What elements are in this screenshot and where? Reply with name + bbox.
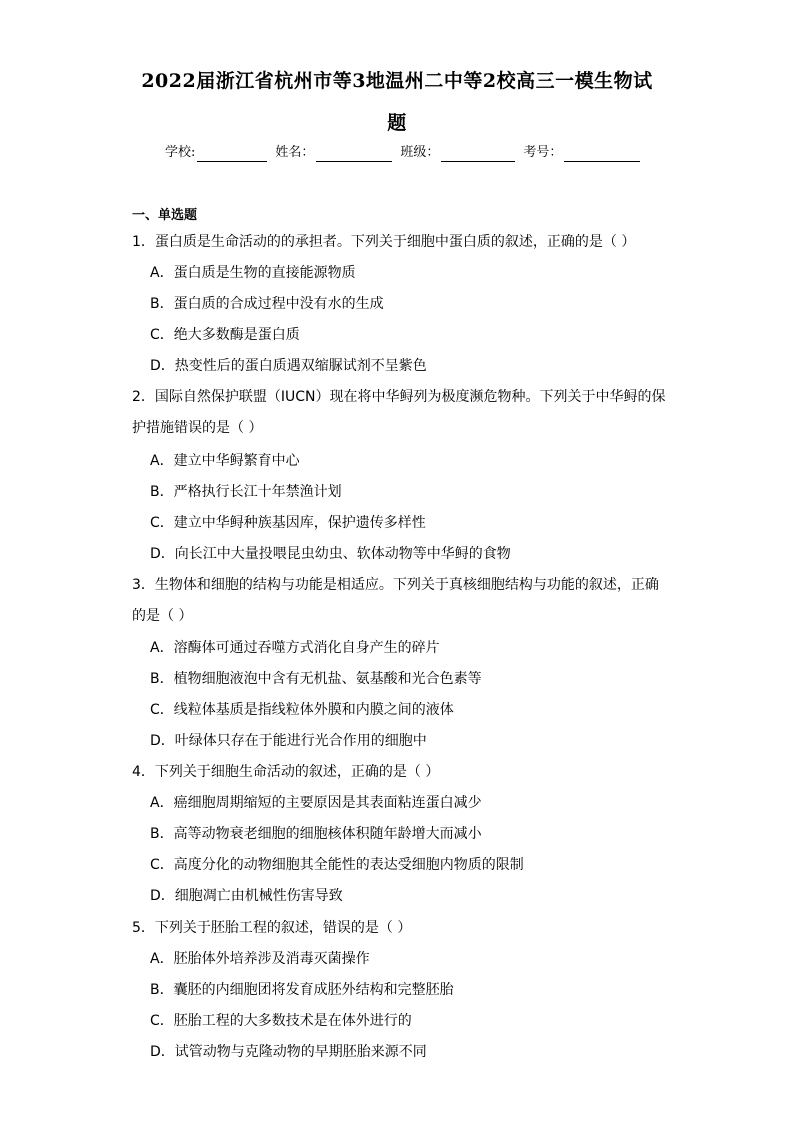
name-label: 姓名： [275, 145, 315, 160]
school-field [165, 144, 267, 162]
exam-number-label: 考号： [523, 145, 563, 160]
question-4-option-a: A．癌细胞周期缩短的主要原因是其表面粘连蛋白减少 [150, 795, 482, 811]
school-blank[interactable] [197, 147, 267, 162]
question-1-option-b: B．蛋白质的合成过程中没有水的生成 [150, 296, 384, 312]
question-3-option-d: D．叶绿体只存在于能进行光合作用的细胞中 [150, 733, 427, 749]
question-4-stem: 4．下列关于细胞生命活动的叙述，正确的是（ ） [132, 764, 440, 780]
question-5-stem: 5．下列关于胚胎工程的叙述，错误的是（ ） [132, 920, 412, 936]
name-blank[interactable] [316, 147, 392, 162]
question-1-option-d: D．热变性后的蛋白质遇双缩脲试剂不呈紫色 [150, 358, 427, 374]
question-2-option-d: D．向长江中大量投喂昆虫幼虫、软体动物等中华鲟的食物 [150, 546, 511, 562]
exam-title-line-1: 2022届浙江省杭州市等3地温州二中等2校高三一模生物试 [141, 70, 653, 92]
question-5-option-a: A．胚胎体外培养涉及消毒灭菌操作 [150, 951, 370, 967]
question-1-option-c: C．绝大多数酶是蛋白质 [150, 327, 300, 343]
question-1-option-a: A．蛋白质是生物的直接能源物质 [150, 265, 356, 281]
exam-number-field [523, 144, 640, 162]
question-4-option-c: C．高度分化的动物细胞其全能性的表达受细胞内物质的限制 [150, 857, 524, 873]
class-field [400, 144, 515, 162]
question-2-option-c: C．建立中华鲟种族基因库，保护遗传多样性 [150, 515, 426, 531]
exam-number-blank[interactable] [564, 147, 640, 162]
question-5-option-d: D．试管动物与克隆动物的早期胚胎来源不同 [150, 1044, 427, 1060]
question-3-option-c: C．线粒体基质是指线粒体外膜和内膜之间的液体 [150, 702, 454, 718]
exam-title-line-2: 题 [387, 112, 407, 134]
student-info-row [165, 144, 648, 162]
section-heading: 一、单选题 [132, 208, 198, 223]
name-field [275, 144, 392, 162]
question-1-stem: 1．蛋白质是生命活动的的承担者。下列关于细胞中蛋白质的叙述，正确的是（ ） [132, 234, 636, 250]
question-3-stem: 3．生物体和细胞的结构与功能是相适应。下列关于真核细胞结构与功能的叙述，正确 [132, 577, 659, 593]
question-3-option-b: B．植物细胞液泡中含有无机盐、氨基酸和光合色素等 [150, 671, 482, 687]
question-2-option-a: A．建立中华鲟繁育中心 [150, 453, 300, 469]
question-3-stem-continued: 的是（ ） [132, 608, 193, 624]
question-3-option-a: A．溶酶体可通过吞噬方式消化自身产生的碎片 [150, 640, 440, 656]
class-label: 班级： [400, 145, 440, 160]
school-label: 学校: [165, 145, 196, 160]
question-4-option-b: B．高等动物衰老细胞的细胞核体积随年龄增大而减小 [150, 826, 482, 842]
question-4-option-d: D．细胞凋亡由机械性伤害导致 [150, 888, 343, 904]
question-2-stem-continued: 护措施错误的是（ ） [132, 420, 263, 436]
question-5-option-b: B．囊胚的内细胞团将发育成胚外结构和完整胚胎 [150, 982, 454, 998]
class-blank[interactable] [441, 147, 515, 162]
question-5-option-c: C．胚胎工程的大多数技术是在体外进行的 [150, 1013, 412, 1029]
question-2-stem: 2．国际自然保护联盟（IUCN）现在将中华鲟列为极度濒危物种。下列关于中华鲟的保 [132, 389, 666, 405]
question-2-option-b: B．严格执行长江十年禁渔计划 [150, 484, 342, 500]
